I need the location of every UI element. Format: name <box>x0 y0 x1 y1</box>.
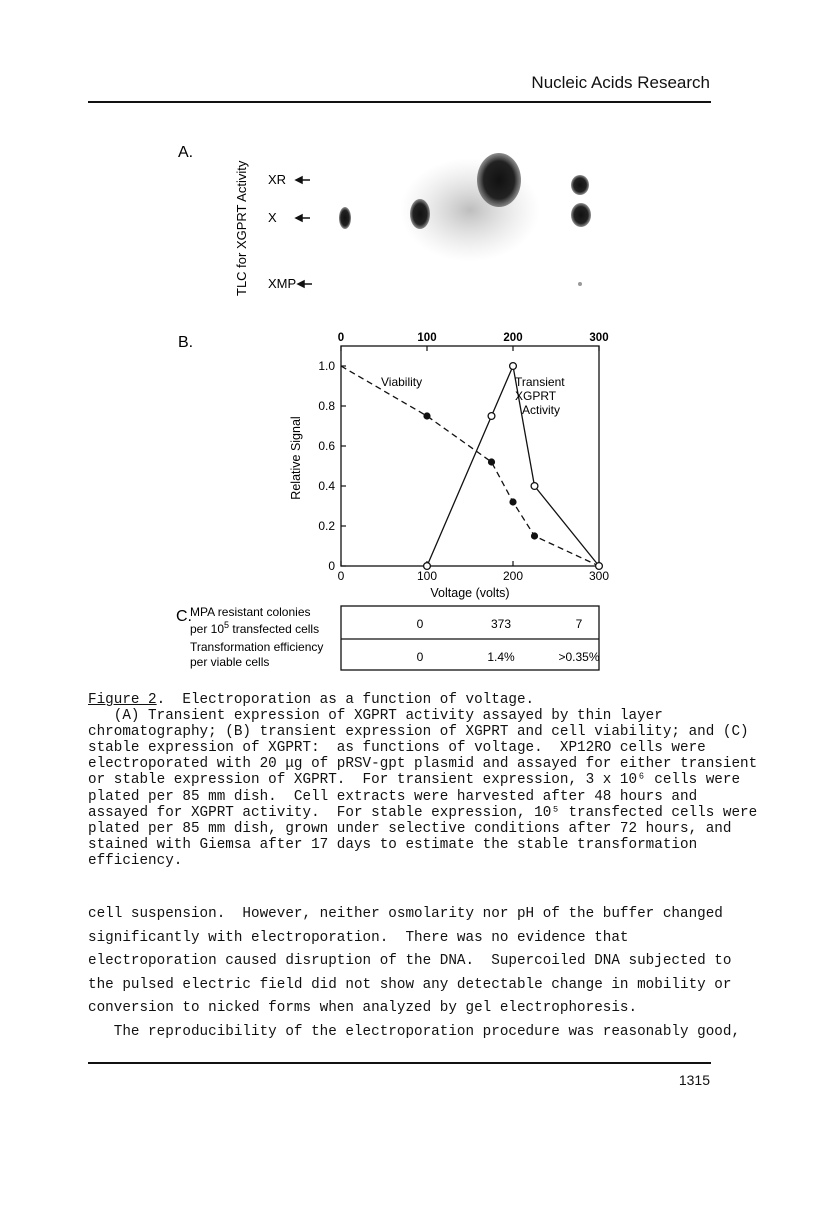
body-text <box>88 903 741 1044</box>
caption-figure-label: Figure 2 <box>88 692 157 708</box>
x-tick-label: 300 <box>588 569 610 583</box>
tlc-axis-label: TLC for XGPRT Activity <box>234 160 249 296</box>
transient-point <box>596 563 603 570</box>
row2-value-100v: 0 <box>416 650 424 664</box>
caption-line: plated per 85 mm dish, grown under selective conditions after 72 hours, and <box>88 820 732 837</box>
tlc-band-labels <box>268 172 312 291</box>
band-label-xmp: XMP <box>268 276 297 291</box>
caption-title: . Electroporation as a function of voltage. <box>156 692 535 708</box>
row2-value-300v: >0.35% <box>558 650 600 664</box>
band-arrows <box>296 177 312 287</box>
y-tick-label: 0.6 <box>318 439 335 453</box>
band-label-x: X <box>268 210 277 225</box>
tlc-spot-lane2 <box>410 199 430 229</box>
top-tick-label: 0 <box>337 332 345 344</box>
annotation-transient: Transient <box>515 375 565 389</box>
tlc-spot-lane3 <box>477 153 521 207</box>
caption-line: or stable expression of XGPRT. For transient expression, 3 x 10⁶ cells were <box>88 772 741 789</box>
x-tick-label: 0 <box>337 569 345 583</box>
tlc-spot-lane4-xmp <box>578 282 582 286</box>
panel-c-label: C. <box>176 608 192 625</box>
transient-point <box>510 363 517 370</box>
y-tick-label: 0 <box>328 559 335 573</box>
row1-value-100v: 0 <box>416 617 424 631</box>
journal-title: Nucleic Acids Research <box>531 73 710 92</box>
row1-value-300v: 7 <box>575 617 583 631</box>
body-line: electroporation caused disruption of the DNA. Supercoiled DNA subjected to <box>88 953 732 969</box>
y-tick-label: 0.4 <box>318 479 335 493</box>
viability-point <box>423 412 430 419</box>
annotation-viability: Viability <box>381 375 423 389</box>
series-line-transient <box>427 366 599 566</box>
figure-caption <box>88 692 758 869</box>
tlc-spot-lane4-x <box>571 203 591 227</box>
transient-point <box>531 483 538 490</box>
top-tick-label: 300 <box>589 332 609 344</box>
caption-line: chromatography; (B) transient expression of XGPRT and cell viability; and (C) <box>88 724 749 741</box>
x-axis-label: Voltage (volts) <box>430 586 510 600</box>
body-line: the pulsed electric field did not show any detectable change in mobility or <box>88 976 732 993</box>
panel-b-label: B. <box>178 334 194 351</box>
row1-label-line1: MPA resistant colonies <box>190 605 311 619</box>
tlc-spot-lane4-xr <box>571 175 589 195</box>
body-line: cell suspension. However, neither osmolarity nor pH of the buffer changed <box>88 906 723 922</box>
x-tick-label: 100 <box>416 569 438 583</box>
band-label-xr: XR <box>268 172 287 187</box>
tlc-spot-lane1 <box>339 207 351 229</box>
viability-point <box>509 498 516 505</box>
caption-line: stained with Giemsa after 17 days to estimate the stable transformation <box>88 836 698 853</box>
transient-point <box>488 413 495 420</box>
x-tick-label: 200 <box>502 569 524 583</box>
viability-point <box>488 458 495 465</box>
transient-point <box>424 563 431 570</box>
caption-line: assayed for XGPRT activity. For stable expression, 10⁵ transfected cells were <box>88 804 758 821</box>
annotation-xgprt: XGPRT <box>515 389 557 403</box>
row2-label-line2: per viable cells <box>190 655 270 669</box>
row1-label-line2: per $10^5$ transfected cells <box>190 620 320 636</box>
body-line: conversion to nicked forms when analyzed by gel electrophoresis. <box>88 1000 638 1016</box>
body-line: significantly with electroporation. There was no evidence that <box>88 929 629 946</box>
viability-point <box>531 532 538 539</box>
footer-rule <box>88 1062 711 1064</box>
body-line: The reproducibility of the electroporation procedure was reasonably good, <box>88 1023 741 1040</box>
tlc-plate-spots <box>339 153 591 286</box>
caption-line: efficiency. <box>88 852 183 869</box>
y-axis-label: Relative Signal <box>289 416 303 500</box>
y-tick-label: 1.0 <box>318 359 335 373</box>
panel-a-label: A. <box>178 144 194 161</box>
page-number: 1315 <box>678 1072 710 1088</box>
top-tick-label: 200 <box>503 332 523 344</box>
caption-line: plated per 85 mm dish. Cell extracts were harvested after 48 hours and <box>88 788 698 805</box>
row2-value-200v: 1.4% <box>487 650 515 664</box>
caption-line: stable expression of XGPRT: as functions of voltage. XP12RO cells were <box>88 740 706 757</box>
caption-line: (A) Transient expression of XGPRT activity assayed by thin layer <box>88 708 663 725</box>
row2-label-line1: Transformation efficiency <box>190 640 324 654</box>
caption-title-line <box>88 692 718 708</box>
y-tick-label: 0.2 <box>318 519 335 533</box>
y-tick-label: 0.8 <box>318 399 335 413</box>
caption-line: electroporated with 20 μg of pRSV-gpt plasmid and assayed for either transient <box>88 756 758 773</box>
row1-value-200v: 373 <box>490 617 512 631</box>
top-tick-label: 100 <box>417 332 437 344</box>
annotation-activity: Activity <box>522 403 561 417</box>
